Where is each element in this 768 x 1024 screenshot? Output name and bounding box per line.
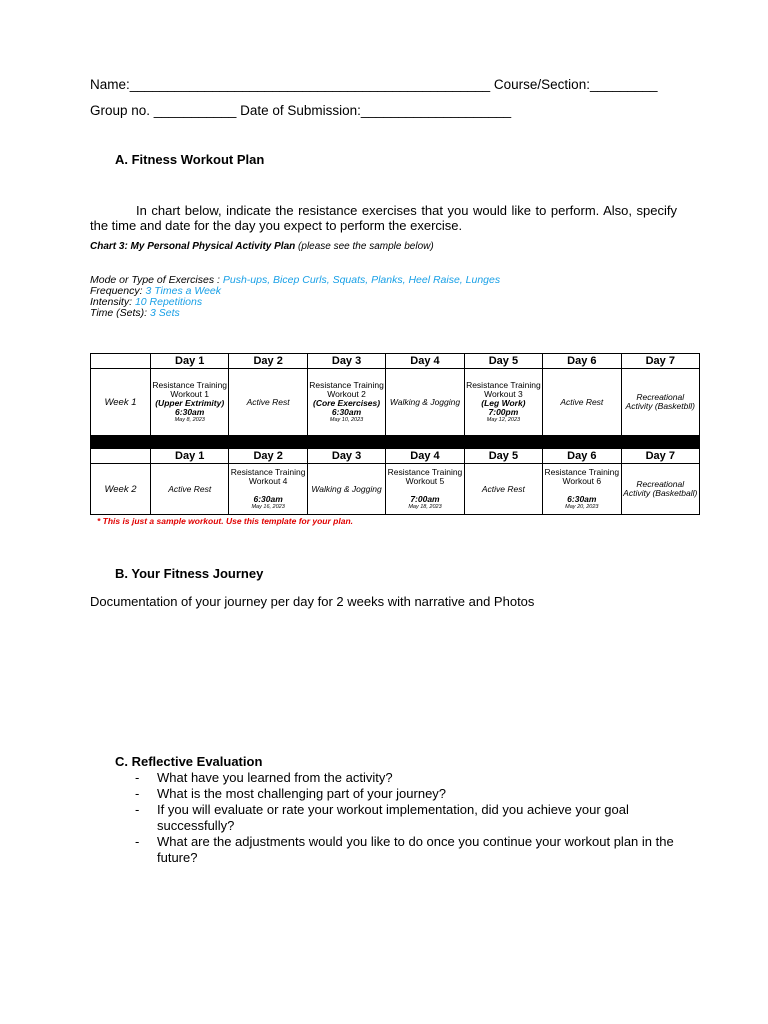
table-divider-bar [91, 436, 700, 449]
cell-week1-day5: Resistance Training Workout 3 (Leg Work) 7:00pm May 12, 2023 [464, 369, 542, 436]
list-item: - What have you learned from the activity? [135, 770, 685, 786]
frequency-value: 3 Times a Week [145, 285, 222, 297]
time-row [90, 308, 500, 319]
day-header: Day 6 [543, 449, 621, 464]
time-value: 3 Sets [150, 307, 180, 319]
cell-week2-day4: Resistance Training Workout 5 7:00am May 18, 2023 [386, 464, 464, 515]
day-header: Day 5 [464, 449, 542, 464]
cell-week1-day1: Resistance Training Workout 1 (Upper Extrimity) 6:30am May 8, 2023 [151, 369, 229, 436]
day-header: Day 3 [307, 354, 385, 369]
section-b-title: B. Your Fitness Journey [115, 566, 264, 581]
cell-week2-day1: Active Rest [151, 464, 229, 515]
cell-week2-day7: Recreational Activity (Basketball) [621, 464, 699, 515]
cell-week1-day7: Recreational Activity (Basketbll) [621, 369, 699, 436]
list-item: - What is the most challenging part of your journey? [135, 786, 685, 802]
day-header: Day 6 [543, 354, 621, 369]
section-a-title: A. Fitness Workout Plan [115, 152, 265, 167]
day-header: Day 2 [229, 449, 307, 464]
table-row-week-2 [91, 464, 700, 515]
cell-week2-day5: Active Rest [464, 464, 542, 515]
divider-cell [91, 436, 700, 449]
sample-footnote: * This is just a sample workout. Use this template for your plan. [97, 516, 354, 526]
name-course-line: Name:________________________________________________ Course/Section:_________ [90, 77, 658, 92]
fitt-block [90, 275, 500, 319]
day-header: Day 3 [307, 449, 385, 464]
reflection-questions [135, 770, 685, 866]
day-header: Day 5 [464, 354, 542, 369]
table-header-row-2 [91, 449, 700, 464]
cell-week1-day6: Active Rest [543, 369, 621, 436]
list-item: - What are the adjustments would you like to do once you continue your workout plan in the future? [135, 834, 685, 866]
table-row-week-1 [91, 369, 700, 436]
day-header: Day 2 [229, 354, 307, 369]
cell-week1-day2: Active Rest [229, 369, 307, 436]
chart-title: Chart 3: My Personal Physical Activity Plan [90, 241, 296, 252]
day-header: Day 4 [386, 449, 464, 464]
list-item: - If you will evaluate or rate your workout implementation, did you achieve your goal successfully? [135, 802, 685, 834]
day-header: Day 1 [151, 449, 229, 464]
table-header-row [91, 354, 700, 369]
activity-plan-table [90, 353, 700, 515]
corner-cell [91, 449, 151, 464]
cell-week1-day3: Resistance Training Workout 2 (Core Exercises) 6:30am May 10, 2023 [307, 369, 385, 436]
cell-week2-day2: Resistance Training Workout 4 6:30am May 16, 2023 [229, 464, 307, 515]
chart-note: (please see the sample below) [298, 241, 434, 252]
day-header: Day 4 [386, 354, 464, 369]
intensity-value: 10 Repetitions [134, 296, 203, 308]
chart-caption [90, 241, 434, 252]
cell-week1-day4: Walking & Jogging [386, 369, 464, 436]
time-label: Time (Sets): [90, 307, 148, 319]
week-label: Week 1 [91, 369, 151, 436]
group-date-line: Group no. ___________ Date of Submission:____________________ [90, 103, 512, 118]
intensity-label: Intensity: [90, 296, 133, 308]
mode-value: Push-ups, Bicep Curls, Squats, Planks, Heel Raise, Lunges [222, 274, 501, 286]
section-b-text: Documentation of your journey per day for 2 weeks with narrative and Photos [90, 594, 535, 609]
week-label: Week 2 [91, 464, 151, 515]
cell-week2-day6: Resistance Training Workout 6 6:30am May 20, 2023 [543, 464, 621, 515]
section-a-instructions: In chart below, indicate the resistance exercises that you would like to perform. Also, specify the time and date for the day you expect to perform the exercise. [90, 203, 677, 233]
section-c-title: C. Reflective Evaluation [115, 754, 263, 769]
cell-week2-day3: Walking & Jogging [307, 464, 385, 515]
corner-cell [91, 354, 151, 369]
day-header: Day 1 [151, 354, 229, 369]
day-header: Day 7 [621, 354, 699, 369]
mode-label: Mode or Type of Exercises : [90, 274, 220, 286]
day-header: Day 7 [621, 449, 699, 464]
frequency-label: Frequency: [90, 285, 143, 297]
